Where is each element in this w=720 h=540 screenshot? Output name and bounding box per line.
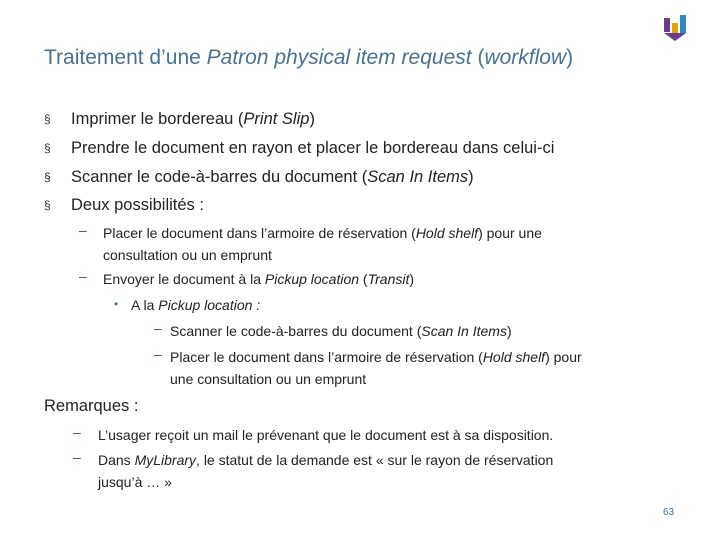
remarks-heading: Remarques : [44, 397, 139, 415]
option-hold-shelf [103, 222, 663, 266]
remark-mylibrary [98, 449, 688, 493]
step-italic: Print Slip [243, 110, 310, 128]
dash-icon: – [154, 320, 162, 336]
option-text: Placer le document dans l’armoire de réservation ( [103, 225, 416, 241]
step-text: Imprimer le bordereau ( [71, 110, 244, 128]
option-text-end: ) pour une [478, 225, 542, 241]
option-italic: Transit [367, 271, 410, 287]
remark-text: Dans [98, 452, 135, 468]
bullet-icon: § [44, 141, 51, 155]
bullet-icon: § [44, 170, 51, 184]
dot-icon: • [114, 297, 119, 311]
title-italic-workflow: workflow [484, 46, 567, 69]
option-text: Envoyer le document à la [103, 271, 265, 287]
bullet-icon: § [44, 198, 51, 212]
step-print-slip [71, 110, 315, 129]
step-scan-barcode [71, 168, 474, 187]
title-text-end: ) [566, 46, 574, 69]
option-text-mid: ( [359, 271, 368, 287]
logo-base [664, 33, 686, 41]
dash-icon: – [79, 222, 87, 238]
slide-title [44, 46, 573, 70]
remark-italic: MyLibrary [134, 452, 197, 468]
step-text: Scanner le code-à-barres du document ( [71, 168, 368, 186]
step-italic: Scan In Items [367, 168, 469, 186]
step-take-document [71, 139, 554, 158]
substep-scan [170, 320, 512, 342]
step-text-end: ) [468, 168, 474, 186]
option-text-end: ) [409, 271, 415, 287]
option-transit [103, 268, 414, 290]
title-text: Traitement d’une [44, 46, 207, 69]
step-text: Deux possibilités : [71, 196, 204, 214]
step-two-options [71, 196, 204, 215]
substep-italic: Scan In Items [421, 323, 507, 339]
institution-logo [662, 15, 688, 41]
remark-text-line2: jusqu’à … » [98, 474, 172, 490]
substep-text-line2: une consultation ou un emprunt [170, 371, 367, 387]
remark-mail [98, 424, 553, 446]
page-number: 63 [663, 507, 675, 518]
substep-text: Scanner le code-à-barres du document ( [170, 323, 422, 339]
logo-yellow-bar [672, 23, 678, 33]
logo-purple-bar [664, 18, 670, 32]
remark-text: L’usager reçoit un mail le prévenant que le document est à sa disposition. [98, 427, 554, 443]
dash-icon: – [73, 449, 81, 465]
title-italic-request: Patron physical item request [206, 46, 472, 69]
bullet-icon: § [44, 112, 51, 126]
remark-text-end: , le statut de la demande est « sur le rayon de réservation [196, 452, 554, 468]
substep-italic: Hold shelf [482, 349, 546, 365]
option-text-line2: consultation ou un emprunt [103, 247, 272, 263]
title-text-mid: ( [471, 46, 485, 69]
logo-blue-bar [680, 15, 686, 33]
dash-icon: – [154, 346, 162, 362]
option-italic: Pickup location [264, 271, 360, 287]
pickup-text: A la [131, 297, 159, 313]
substep-text-end: ) [506, 323, 512, 339]
step-text: Prendre le document en rayon et placer le bordereau dans celui-ci [71, 139, 555, 157]
option-italic: Hold shelf [415, 225, 479, 241]
substep-text: Placer le document dans l’armoire de réservation ( [170, 349, 483, 365]
pickup-location-heading [131, 294, 260, 316]
dash-icon: – [79, 268, 87, 284]
dash-icon: – [73, 424, 81, 440]
pickup-italic: Pickup location : [158, 297, 261, 313]
substep-hold-shelf [170, 346, 670, 390]
substep-text-end: ) pour [545, 349, 582, 365]
step-text-end: ) [309, 110, 315, 128]
